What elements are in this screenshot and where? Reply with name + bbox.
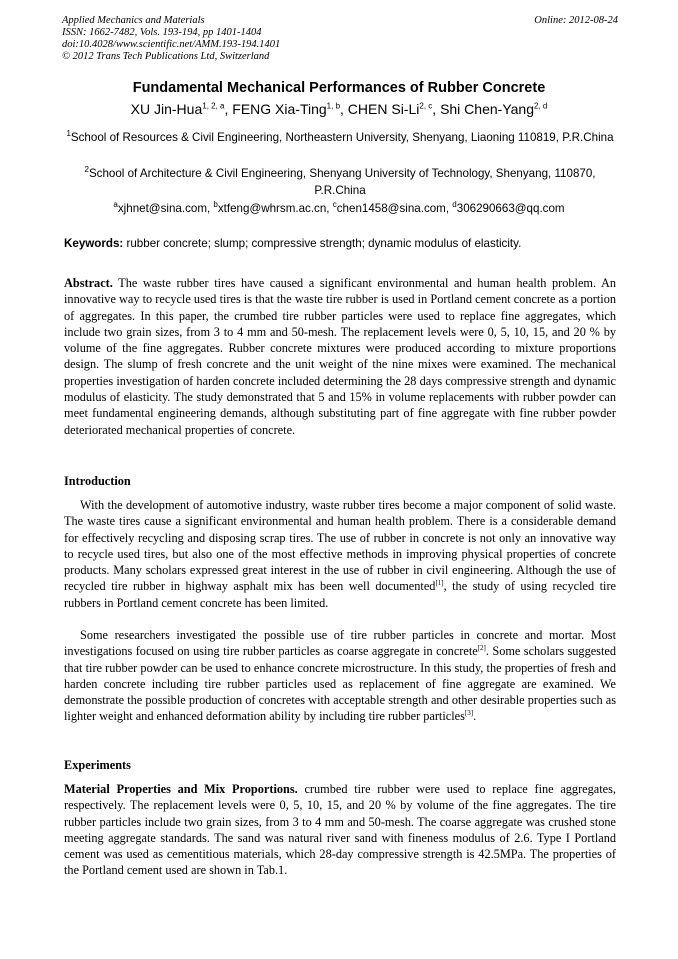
section-heading-experiments: Experiments [64,758,131,772]
section-heading-introduction: Introduction [64,474,131,488]
author: XU Jin-Hua$^{1, 2, a}$, [130,101,233,117]
intro-paragraph-1: With the development of automotive industry, waste rubber tires become a major component of solid waste. The waste tires cause a significant environmental and human health problem. There is a considerable demand for effectively recycling and disposing scrap tires. The use of rubber in concrete is not only an innovative way to recycle used tires, but also one of the most effective methods in improving physical properties of concrete products. Many scholars expressed great interest in the use of rubber in civil engineering. Although the use of recycled tire rubber in highway asphalt mix has been well documented[1], the study of using recycled tire rubbers in Portland cement concrete has been limited. [64,498,617,610]
intro-paragraph-2: Some researchers investigated the possible use of tire rubber particles in concrete and mortar. Most investigations focused on using tire rubber particles as coarse aggregate in concrete[2]. Some scholars suggested that tire rubber powder can be used to enhance concrete microstructure. In this study, the properties of fresh and harden concrete including tire rubber particles used as replacement of fine aggregate are examined. We demonstrate the possible production of concretes with acceptable strength and other desirable properties such as lighter weight and enhanced deformation ability by including tire rubber particles[3]. [64,628,616,724]
copyright-line: © 2012 Trans Tech Publications Ltd, Switzerland [62,51,270,62]
author: Shi Chen-Yang$^{2, d}$ [440,101,548,117]
subsection-heading: Material Properties and Mix Proportions. [64,782,298,796]
journal-name: Applied Mechanics and Materials [62,15,205,26]
affiliation-2: $^2$School of Architecture & Civil Engineering, Shenyang University of Technology, Shenyang, 110870, P.R.China [84,165,596,197]
citation-3: [3] [464,709,474,718]
abstract-label: Abstract. [64,276,113,290]
citation-1: [1] [435,579,444,588]
experiments-paragraph: Material Properties and Mix Proportions. crumbed tire rubber were used to replace fine aggregates, respectively. The replacement levels were 0, 5, 10, 15, and 20 % by volume of the fine aggregates. The tire rubber particles include two grain sizes, from 3 to 4 mm and 50-mesh. The coarse aggregate was crushed stone meeting aggregate standards. The sand was natural river sand with fineness modulus of 2.6. Type I Portland cement was used as cementitious materials, which 28-day compressive strength is 42.5MPa. The properties of the Portland cement used are shown in Tab.1. [64,782,616,878]
keywords-text: rubber concrete; slump; compressive strength; dynamic modulus of elasticity. [123,237,522,250]
author-emails: $^a$xjhnet@sina.com, $^b$xtfeng@whrsm.ac.cn, $^c$chen1458@sina.com, $^d$306290663@qq.com [113,200,565,215]
paper-title: Fundamental Mechanical Performances of Rubber Concrete [132,80,546,96]
keywords-label: Keywords: [64,237,124,250]
abstract-text: The waste rubber tires have caused a significant environmental and human health problem. An innovative way to recycle used tires is that the waste tire rubber is used in Portland cement concrete as a portion of aggregates. In this paper, the crumbed tire rubber particles were used to replace fine aggregates, which include two grain sizes, from 3 to 4 mm and 50-mesh. The replacement levels were 0, 5, 10, 15, and 20 % by volume of the fine aggregates. Rubber concrete mixtures were produced according to mixture proportions design. The slump of fresh concrete and the unit weight of the nine mixes were examined. The mechanical properties investigation of harden concrete included determining the 28 days compressive strength and dynamic modulus of elasticity. The study demonstrated that 5 and 15% in volume replacements with rubber powder can meet fundamental engineering demands, although substituting part of fine aggregate with fine rubber powder deteriorated mechanical properties of concrete. [64,276,616,437]
affiliation-1: $^1$School of Resources & Civil Engineering, Northeastern University, Shenyang, Liaoning 110819, P.R.China [66,129,614,144]
keywords [64,237,620,250]
abstract [64,275,616,438]
running-header [62,15,618,63]
online-date: Online: 2012-08-24 [534,15,618,26]
author-list [0,101,678,117]
doi-line: doi:10.4028/www.scientific.net/AMM.193-194.1401 [62,39,281,50]
author: FENG Xia-Ting$^{1, b}$, [232,101,348,117]
issn-line: ISSN: 1662-7482, Vols. 193-194, pp 1401-1404 [62,27,262,38]
author: CHEN Si-Li$^{2, c}$, [347,101,441,117]
citation-2: [2] [477,644,486,653]
